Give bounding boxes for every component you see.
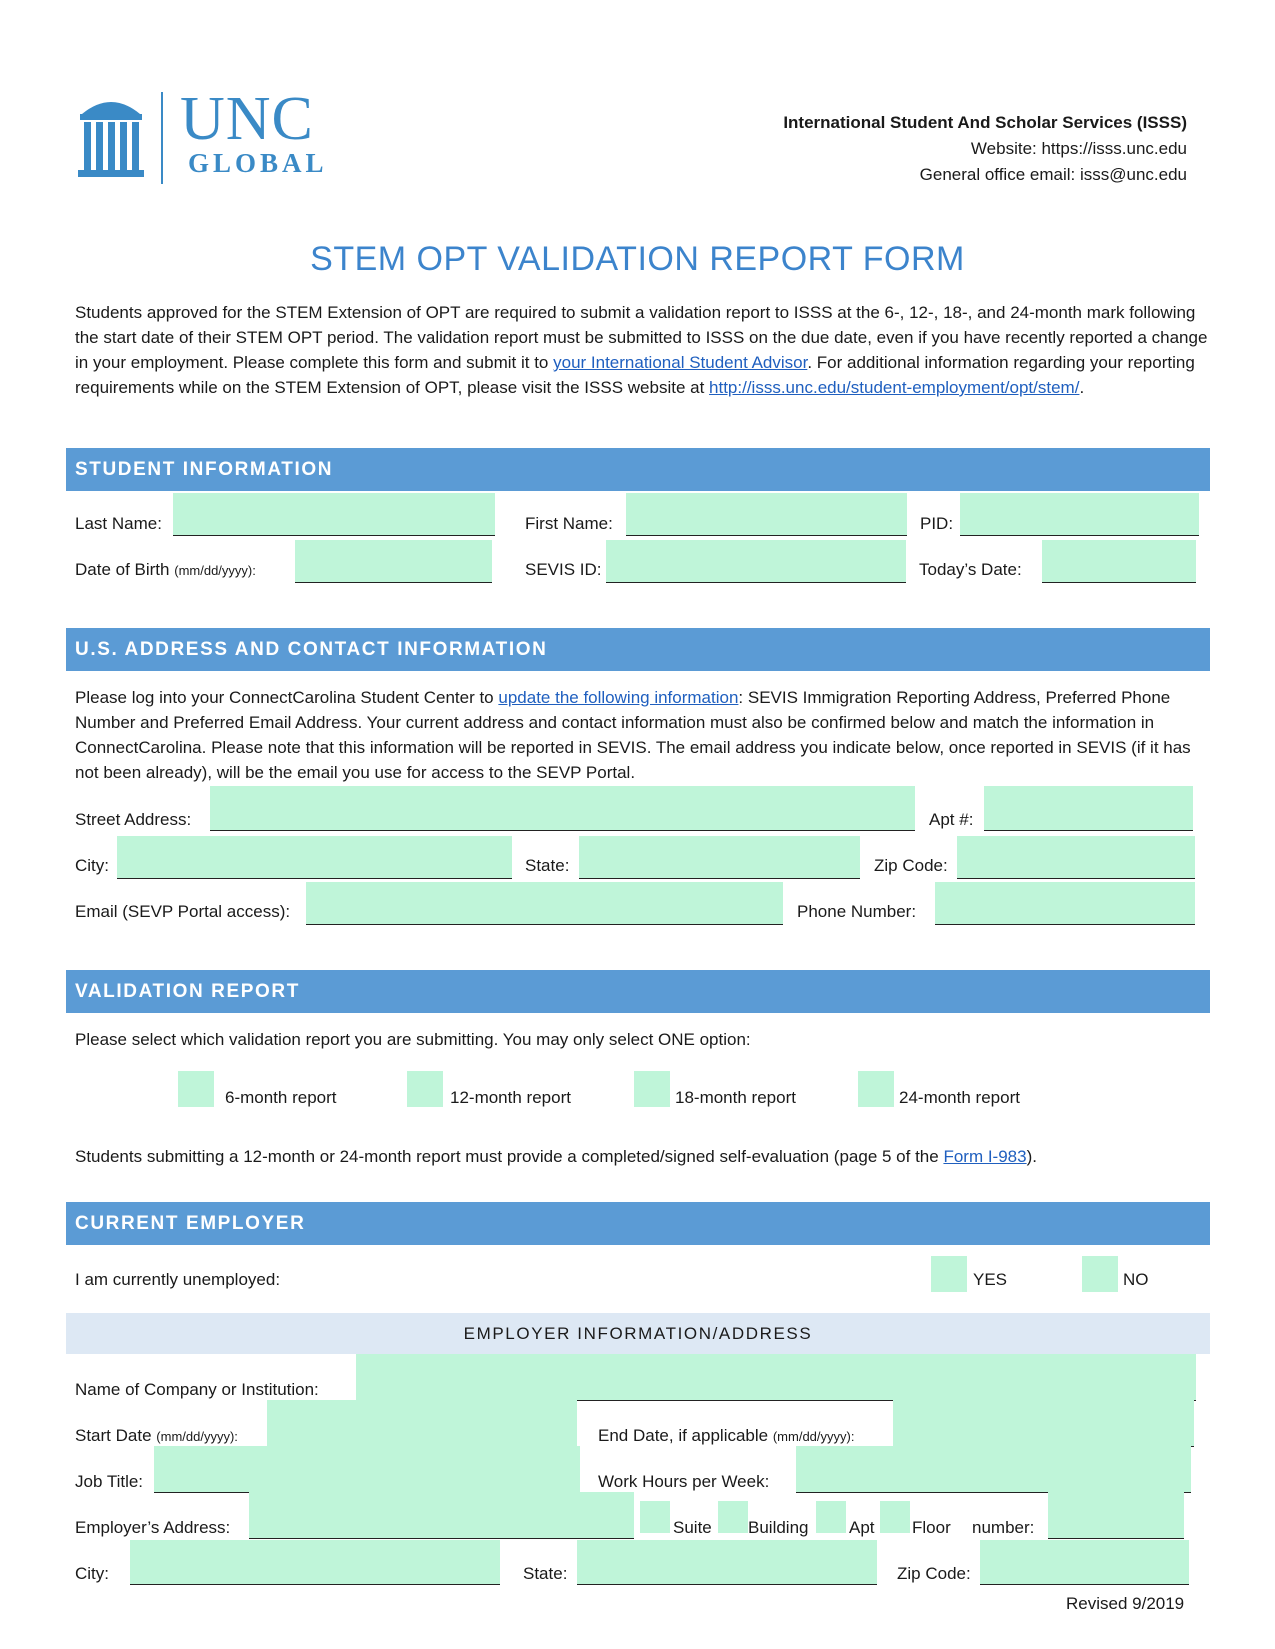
office-name: International Student And Scholar Services (ISSS) bbox=[783, 113, 1187, 132]
pid-field[interactable] bbox=[960, 493, 1199, 536]
checkbox-6-month[interactable] bbox=[178, 1071, 214, 1107]
city-label: City: bbox=[75, 856, 109, 875]
phone-field[interactable] bbox=[935, 882, 1195, 925]
employer-zip-label: Zip Code: bbox=[897, 1564, 971, 1583]
todays-date-label: Today’s Date: bbox=[919, 560, 1022, 579]
checkbox-building[interactable] bbox=[718, 1501, 748, 1533]
employer-state-label: State: bbox=[523, 1564, 568, 1583]
checkbox-24-month[interactable] bbox=[858, 1071, 894, 1107]
state-label: State: bbox=[525, 856, 570, 875]
employer-address-label: Employer’s Address: bbox=[75, 1518, 231, 1537]
apt-field[interactable] bbox=[984, 786, 1193, 831]
company-label: Name of Company or Institution: bbox=[75, 1380, 319, 1399]
company-field[interactable] bbox=[356, 1354, 1196, 1401]
todays-date-field[interactable] bbox=[1042, 540, 1196, 583]
start-date-label: Start Date (mm/dd/yyyy): bbox=[75, 1426, 238, 1445]
unemployed-label: I am currently unemployed: bbox=[75, 1270, 281, 1289]
unit-number-field[interactable] bbox=[1048, 1492, 1184, 1539]
street-address-field[interactable] bbox=[210, 786, 915, 831]
employer-zip-field[interactable] bbox=[980, 1540, 1189, 1585]
checkbox-suite[interactable] bbox=[640, 1501, 670, 1533]
email-label: Email (SEVP Portal access): bbox=[75, 902, 291, 921]
option-18-month-label: 18-month report bbox=[675, 1088, 796, 1107]
employer-address-field[interactable] bbox=[249, 1492, 634, 1539]
form-i983-link[interactable]: Form I-983 bbox=[943, 1147, 1027, 1166]
sevis-id-label: SEVIS ID: bbox=[525, 560, 602, 579]
office-website: Website: https://isss.unc.edu bbox=[970, 139, 1187, 158]
employer-city-field[interactable] bbox=[130, 1540, 500, 1585]
work-hours-field[interactable] bbox=[796, 1446, 1191, 1493]
self-evaluation-note: Students submitting a 12-month or 24-month report must provide a completed/signed self-evaluation (page 5 of the Form I-983). bbox=[75, 1147, 1037, 1166]
zip-field[interactable] bbox=[957, 836, 1195, 879]
last-name-field[interactable] bbox=[173, 493, 495, 536]
first-name-label: First Name: bbox=[525, 514, 613, 533]
checkbox-floor[interactable] bbox=[880, 1501, 910, 1533]
dob-label: Date of Birth (mm/dd/yyyy): bbox=[75, 560, 256, 579]
floor-label: Floor bbox=[912, 1518, 951, 1537]
unc-global-logo bbox=[76, 85, 351, 187]
employer-city-label: City: bbox=[75, 1564, 109, 1583]
old-well-icon bbox=[76, 92, 146, 182]
building-label: Building bbox=[748, 1518, 809, 1537]
pid-label: PID: bbox=[920, 514, 954, 533]
address-paragraph: Please log into your ConnectCarolina Student Center to update the following information: SEVIS Immigration Reporting Address, Preferred Phone Number and Preferred Email Address. Your current address and contact information must also be confirmed below and match the information in ConnectCarolina. Please note that this information will be reported in SEVIS. The email address you indicate below, once reported in SEVIS (if it has not been already), will be the email you use for access to the SEVP Portal. bbox=[75, 688, 1191, 782]
intro-paragraph: Students approved for the STEM Extension of OPT are required to submit a validation report to ISSS at the 6-, 12-, 18-, and 24-month mark following the start date of their STEM OPT period. The validation report must be submitted to ISSS on the due date, even if you have recently reported a change in your employment. Please complete this form and submit it to your International Student Advisor. For additional information regarding your reporting requirements while on the STEM Extension of OPT, please visit the ISSS website at http://isss.unc.edu/student-employment/opt/stem/. bbox=[75, 303, 1208, 397]
suite-label: Suite bbox=[673, 1518, 712, 1537]
logo-wordmark: UNC bbox=[180, 85, 314, 153]
employer-info-subheader: EMPLOYER INFORMATION/ADDRESS bbox=[66, 1313, 1210, 1354]
end-date-label: End Date, if applicable (mm/dd/yyyy): bbox=[598, 1426, 855, 1445]
sevis-id-field[interactable] bbox=[606, 540, 906, 583]
section-header-employer: CURRENT EMPLOYER bbox=[66, 1202, 1210, 1245]
option-24-month-label: 24-month report bbox=[899, 1088, 1020, 1107]
checkbox-unemployed-yes[interactable] bbox=[931, 1256, 967, 1292]
email-field[interactable] bbox=[306, 882, 783, 925]
office-email: General office email: isss@unc.edu bbox=[919, 165, 1187, 184]
street-address-label: Street Address: bbox=[75, 810, 192, 829]
update-info-link[interactable]: update the following information bbox=[498, 688, 739, 707]
no-label: NO bbox=[1123, 1270, 1149, 1289]
option-12-month-label: 12-month report bbox=[450, 1088, 571, 1107]
first-name-field[interactable] bbox=[626, 493, 907, 536]
checkbox-apt[interactable] bbox=[816, 1501, 846, 1533]
start-date-field[interactable] bbox=[267, 1400, 577, 1447]
apt-option-label: Apt bbox=[849, 1518, 875, 1537]
checkbox-unemployed-no[interactable] bbox=[1082, 1256, 1118, 1292]
phone-label: Phone Number: bbox=[797, 902, 917, 921]
last-name-label: Last Name: bbox=[75, 514, 162, 533]
validation-instruction: Please select which validation report you are submitting. You may only select ONE option: bbox=[75, 1030, 751, 1049]
revision-date: Revised 9/2019 bbox=[1066, 1594, 1185, 1613]
logo-divider bbox=[161, 92, 163, 184]
city-field[interactable] bbox=[117, 836, 512, 879]
dob-field[interactable] bbox=[295, 540, 492, 583]
yes-label: YES bbox=[973, 1270, 1008, 1289]
checkbox-18-month[interactable] bbox=[634, 1071, 670, 1107]
option-6-month-label: 6-month report bbox=[225, 1088, 337, 1107]
checkbox-12-month[interactable] bbox=[407, 1071, 443, 1107]
number-label: number: bbox=[972, 1518, 1035, 1537]
job-title-label: Job Title: bbox=[75, 1472, 144, 1491]
apt-label: Apt #: bbox=[929, 810, 974, 829]
international-advisor-link[interactable]: your International Student Advisor bbox=[553, 353, 808, 372]
employer-state-field[interactable] bbox=[577, 1540, 877, 1585]
job-title-field[interactable] bbox=[154, 1446, 580, 1493]
end-date-field[interactable] bbox=[893, 1400, 1194, 1447]
section-header-student: STUDENT INFORMATION bbox=[66, 448, 1210, 491]
isss-stem-link[interactable]: http://isss.unc.edu/student-employment/opt/stem/ bbox=[709, 378, 1080, 397]
logo-subtext: GLOBAL bbox=[188, 148, 328, 178]
section-header-validation: VALIDATION REPORT bbox=[66, 970, 1210, 1013]
section-header-address: U.S. ADDRESS AND CONTACT INFORMATION bbox=[66, 628, 1210, 671]
page-title: STEM OPT VALIDATION REPORT FORM bbox=[310, 240, 965, 278]
work-hours-label: Work Hours per Week: bbox=[598, 1472, 770, 1491]
zip-label: Zip Code: bbox=[874, 856, 948, 875]
office-contact-block bbox=[783, 110, 1187, 188]
state-field[interactable] bbox=[579, 836, 860, 879]
